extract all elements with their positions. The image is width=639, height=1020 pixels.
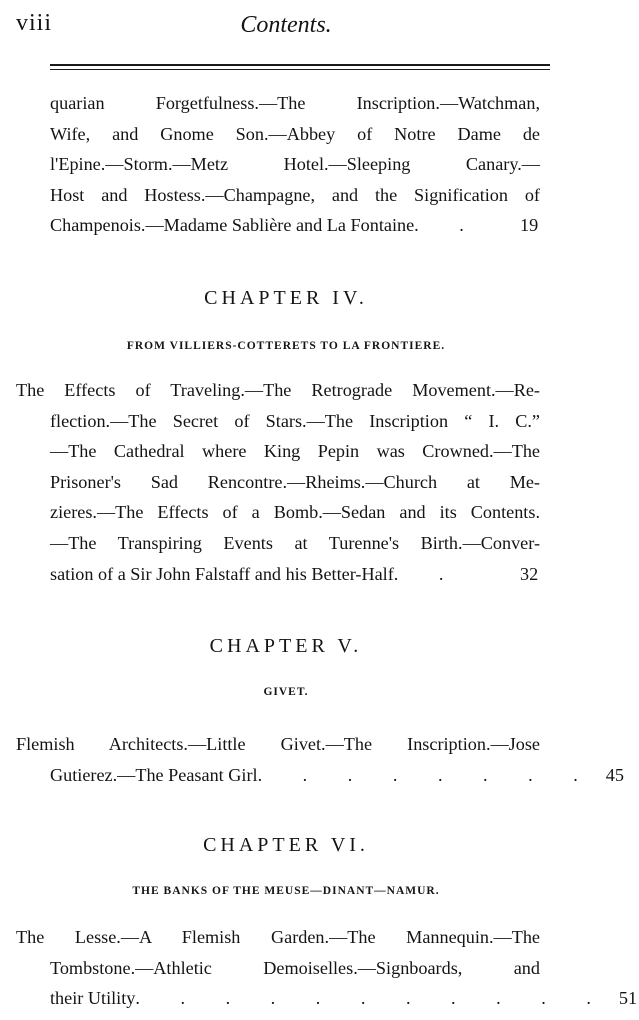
page-reference: 19	[520, 215, 539, 236]
dot-leader: . . . . . . . .	[257, 764, 596, 785]
dot-leader: . .	[414, 215, 482, 236]
entry-line: The Effects of Traveling.—The Retrograde Movement.—Re-	[16, 380, 540, 400]
entry-line: Tombstone.—Athletic Demoiselles.—Signboards, and	[50, 957, 540, 978]
entry-line-text: sation of a Sir John Falstaff and his Better-Half	[50, 563, 394, 584]
entry-line: The Lesse.—A Flemish Garden.—The Mannequin.—The	[16, 927, 540, 947]
entry-line-text: their Utility	[50, 988, 136, 1009]
entry-line: Wife, and Gnome Son.—Abbey of Notre Dame de	[50, 123, 540, 144]
entry-line-text: Gutierez.—The Peasant Girl	[50, 764, 258, 785]
chapter-entry-continued	[50, 406, 540, 590]
chapter-title: GIVET.	[263, 686, 309, 698]
header-rule-thick	[50, 64, 550, 66]
entry-last-line	[50, 559, 540, 590]
entry-last-line	[50, 760, 624, 791]
entry-last-line	[50, 983, 638, 1014]
entry-line: l'Epine.—Storm.—Metz Hotel.—Sleeping Canary.—	[50, 154, 540, 175]
page-header	[0, 6, 572, 46]
dot-leader: . .	[393, 563, 462, 584]
entry-line: —The Transpiring Events at Turenne's Birth.—Conver-	[50, 532, 540, 553]
page-reference: 45	[605, 764, 624, 785]
page-reference: 32	[520, 563, 539, 584]
page-number: viii	[16, 10, 53, 36]
entry-line-text: Champenois.—Madame Sablière and La Fontaine	[50, 215, 415, 236]
chapter-heading: CHAPTER V.	[209, 635, 363, 657]
chapter-entry	[16, 922, 540, 953]
entry-line: Host and Hostess.—Champagne, and the Signification of	[50, 184, 540, 205]
chapter-entry-continued	[50, 760, 624, 791]
chapter-heading: CHAPTER VI.	[203, 834, 369, 856]
dot-leader: . . . . . . . . . . .	[135, 988, 609, 1009]
entry-line: —The Cathedral where King Pepin was Crowned.—The	[50, 441, 540, 462]
chapter-entry	[16, 729, 540, 760]
entry-line: Prisoner's Sad Rencontre.—Rheims.—Church at Me-	[50, 471, 540, 492]
entry-line: Flemish Architects.—Little Givet.—The Inscription.—Jose	[16, 734, 540, 754]
running-title: Contents.	[240, 12, 332, 38]
chapter-title: THE BANKS OF THE MEUSE—DINANT—NAMUR.	[132, 885, 440, 897]
entry-line: flection.—The Secret of Stars.—The Inscription “ I. C.”	[50, 410, 540, 431]
chapter-title: FROM VILLIERS-COTTERETS TO LA FRONTIERE.	[126, 340, 446, 352]
page-reference: 51	[618, 988, 638, 1009]
continued-entry	[50, 88, 540, 241]
entry-last-line	[50, 210, 540, 241]
entry-line: zieres.—The Effects of a Bomb.—Sedan and its Contents.	[50, 502, 540, 523]
entry-line: quarian Forgetfulness.—The Inscription.—Watchman,	[50, 93, 540, 113]
chapter-heading: CHAPTER IV.	[204, 287, 368, 309]
chapter-entry	[16, 375, 540, 406]
header-rule-thin	[50, 69, 550, 70]
chapter-entry-continued	[50, 953, 638, 1014]
